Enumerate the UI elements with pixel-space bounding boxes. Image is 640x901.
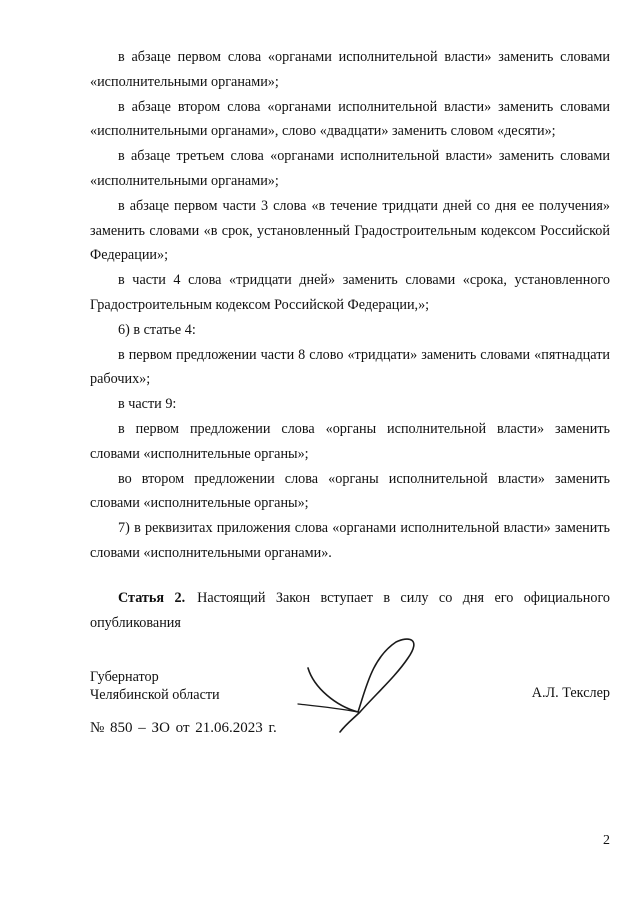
article-label: Статья 2. — [118, 590, 186, 606]
paragraph-7: в первом предложении части 8 слово «тридцати» заменить словами «пятнадцати рабочих»; — [90, 346, 610, 388]
amendments-text — [90, 45, 610, 566]
law-number: № 850 – ЗО от 21.06.2023 г. — [90, 720, 277, 736]
paragraph-9: в первом предложении слова «органы исполнительной власти» заменить словами «исполнительные органы»; — [90, 420, 610, 462]
signatory-title-line-2: Челябинской области — [90, 687, 220, 703]
signatory-title-line-1: Губернатор — [90, 669, 159, 685]
page-number: 2 — [603, 833, 610, 848]
paragraph-1: в абзаце первом слова «органами исполнительной власти» заменить словами «исполнительными органами»; — [90, 49, 610, 90]
signatory-title — [90, 668, 220, 704]
paragraph-3: в абзаце третьем слова «органами исполнительной власти» заменить словами «исполнительными органами»; — [90, 148, 610, 189]
paragraph-11: 7) в реквизитах приложения слова «органами исполнительной власти» заменить словами «исполнительными органами». — [90, 520, 610, 561]
paragraph-5: в части 4 слова «тридцати дней» заменить словами «срока, установленного Градостроительным кодексом Российской Федерации,»; — [90, 272, 610, 313]
paragraph-6: 6) в статье 4: — [118, 321, 196, 338]
paragraph-8: в части 9: — [118, 396, 177, 413]
signatory-name: А.Л. Текслер — [531, 685, 610, 701]
article-text: Настоящий Закон вступает в силу со дня его официального опубликования — [90, 590, 610, 631]
handwritten-signature — [296, 628, 426, 738]
paragraph-2: в абзаце втором слова «органами исполнительной власти» заменить словами «исполнительными органами», слово «двадцати» заменить словом «десяти»; — [90, 98, 610, 140]
paragraph-10: во втором предложении слова «органы исполнительной власти» заменить словами «исполнительные органы»; — [90, 470, 610, 512]
paragraph-4: в абзаце первом части 3 слова «в течение тридцати дней со дня ее получения» заменить словами «в срок, установленный Градостроительным кодексом Российской Федерации»; — [90, 197, 610, 264]
